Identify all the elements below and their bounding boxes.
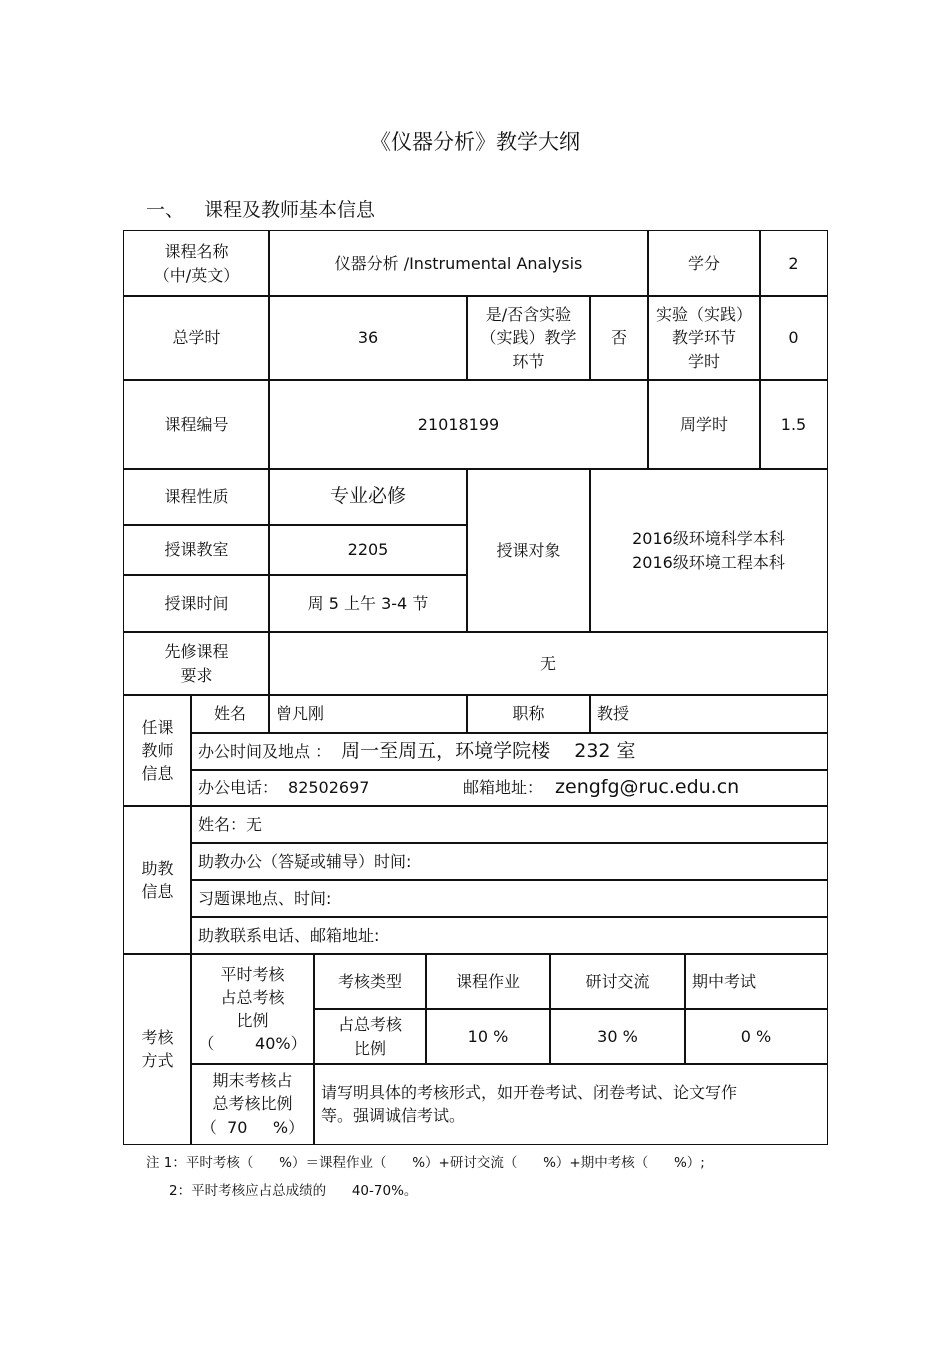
note-2: 2：平时考核应占总成绩的 40-70%。 xyxy=(169,1183,418,1199)
assessment-group-label: 考核 方式 xyxy=(123,953,192,1145)
teacher-group-label: 任课 教师 信息 xyxy=(123,694,192,807)
ratio-midterm: 0 % xyxy=(684,1008,828,1065)
course-code-value: 21018199 xyxy=(268,379,649,470)
course-name-label: 课程名称 （中/英文） xyxy=(123,230,270,297)
time-label: 授课时间 xyxy=(123,574,270,633)
teacher-contact-row xyxy=(190,769,828,807)
audience-value: 2016级环境科学本科 2016级环境工程本科 xyxy=(589,468,828,633)
weekly-hours-value: 1.5 xyxy=(759,379,828,470)
section-number: 一、 xyxy=(146,199,185,221)
teacher-office-row xyxy=(190,732,828,771)
ratio-label: 占总考核 比例 xyxy=(313,1008,427,1065)
credit-value: 2 xyxy=(759,230,828,297)
classroom-value: 2205 xyxy=(268,524,468,576)
section-heading xyxy=(146,195,375,222)
ta-contact-row: 助教联系电话、邮箱地址: xyxy=(190,916,828,955)
time-value: 周 5 上午 3-4 节 xyxy=(268,574,468,633)
lab-hours-label: 实验（实践） 教学环节 学时 xyxy=(647,295,761,381)
teacher-email-label: 邮箱地址： xyxy=(463,778,544,798)
prereq-value: 无 xyxy=(268,631,828,696)
has-lab-value: 否 xyxy=(589,295,649,381)
teacher-email-link[interactable]: zengfg@ruc.edu.cn xyxy=(555,776,740,799)
teacher-title-value: 教授 xyxy=(589,694,828,734)
ta-name-row: 姓名：无 xyxy=(190,805,828,844)
ratio-homework: 10 % xyxy=(425,1008,551,1065)
credit-label: 学分 xyxy=(647,230,761,297)
teacher-title-label: 职称 xyxy=(466,694,591,734)
classroom-label: 授课教室 xyxy=(123,524,270,576)
type-label: 考核类型 xyxy=(313,953,427,1010)
course-name-value: 仪器分析 /Instrumental Analysis xyxy=(268,230,649,297)
teacher-office-value: 周一至周五，环境学院楼 232 室 xyxy=(341,739,636,762)
course-code-label: 课程编号 xyxy=(123,379,270,470)
ta-group-label: 助教 信息 xyxy=(123,805,192,955)
page-title: 《仪器分析》教学大纲 xyxy=(370,130,580,154)
has-lab-label: 是/否含实验 （实践）教学 环节 xyxy=(466,295,591,381)
teacher-phone-label: 办公电话： xyxy=(198,778,279,798)
prereq-label: 先修课程 要求 xyxy=(123,631,270,696)
total-hours-value: 36 xyxy=(268,295,468,381)
total-hours-label: 总学时 xyxy=(123,295,270,381)
regular-ratio-label: 平时考核 占总考核 比例 （ 40%） xyxy=(190,953,315,1065)
final-ratio-label: 期末考核占 总考核比例 （ 70 %） xyxy=(190,1063,315,1145)
audience-label: 授课对象 xyxy=(466,468,591,633)
nature-label: 课程性质 xyxy=(123,468,270,526)
ta-exercise-row: 习题课地点、时间: xyxy=(190,879,828,918)
final-description: 请写明具体的考核形式，如开卷考试、闭卷考试、论文写作 等。强调诚信考试。 xyxy=(313,1063,828,1145)
teacher-name-label: 姓名 xyxy=(190,694,270,734)
ta-office-row: 助教办公（答疑或辅导）时间: xyxy=(190,842,828,881)
type-discussion: 研讨交流 xyxy=(549,953,686,1010)
teacher-name-value: 曾凡刚 xyxy=(268,694,468,734)
lab-hours-value: 0 xyxy=(759,295,828,381)
weekly-hours-label: 周学时 xyxy=(647,379,761,470)
teacher-phone-value: 82502697 xyxy=(288,778,370,798)
ratio-discussion: 30 % xyxy=(549,1008,686,1065)
teacher-office-label: 办公时间及地点 ： xyxy=(198,741,332,761)
note-1: 注 1：平时考核（ %）＝课程作业（ %）+研讨交流（ %）+期中考核（ %）; xyxy=(146,1155,705,1171)
nature-value: 专业必修 xyxy=(268,468,468,526)
type-midterm: 期中考试 xyxy=(684,953,828,1010)
type-homework: 课程作业 xyxy=(425,953,551,1010)
section-label: 课程及教师基本信息 xyxy=(204,199,376,221)
